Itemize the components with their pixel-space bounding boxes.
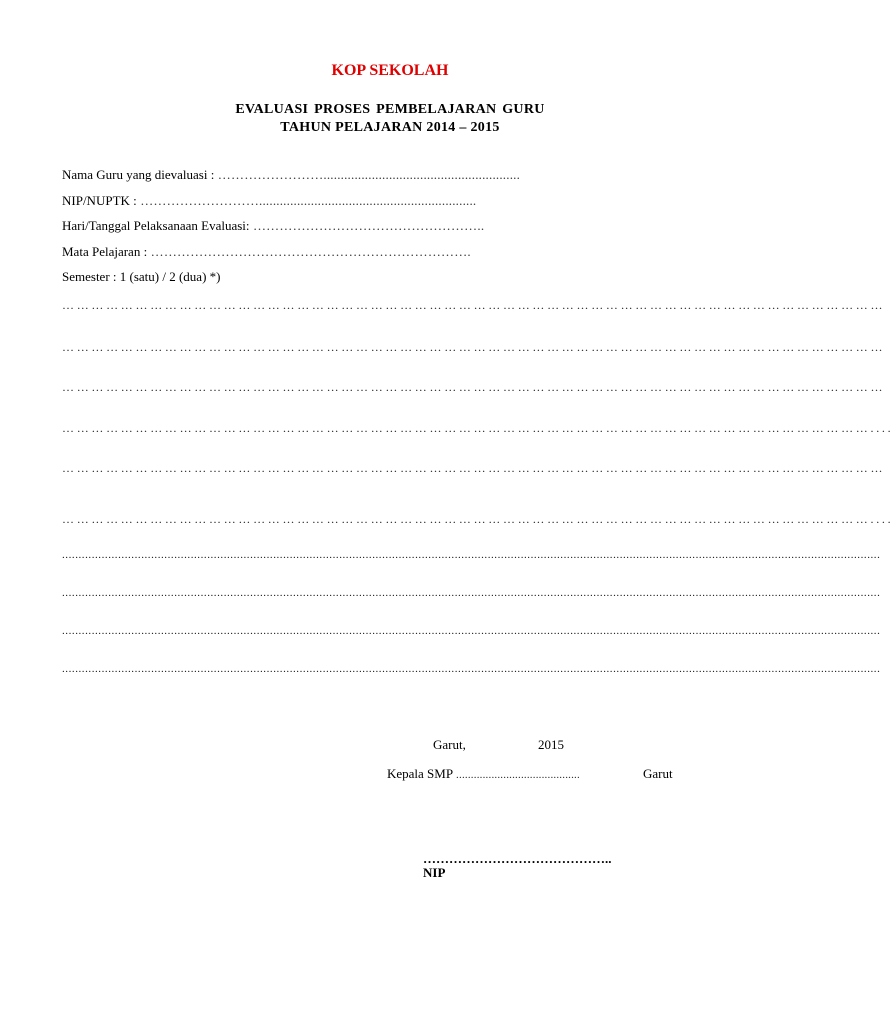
field-nip-label: NIP/NUPTK : xyxy=(62,193,137,208)
field-subject-label: Mata Pelajaran : xyxy=(62,244,148,259)
signature-place: Garut, xyxy=(433,737,466,752)
fill-line-1: …………………………………………………………………………………………………………………………………………………… xyxy=(62,298,886,312)
document-subtitle: TAHUN PELAJARAN 2014 – 2015 xyxy=(280,120,500,135)
field-evaluation-date-label: Hari/Tanggal Pelaksanaan Evaluasi: xyxy=(62,218,250,233)
fill-line-8: ........................................................................................................................................................................................................................................................ xyxy=(62,587,881,599)
signature-role-label: Kepala SMP xyxy=(387,766,454,781)
field-subject-dots: ………………………………………………………………. xyxy=(147,244,471,259)
field-evaluation-date-dots: …………………………………………….. xyxy=(249,218,485,233)
signature-role xyxy=(387,766,580,783)
fill-line-6: ………………………………………………………………………………………………………………………………………………….... xyxy=(62,512,893,526)
fill-line-4: ………………………………………………………………………………………………………………………………………………….... xyxy=(62,421,893,435)
signature-role-dots: .......................................... xyxy=(453,769,580,781)
field-teacher-name-dots: ……………………......................................................... xyxy=(214,167,521,182)
field-semester: Semester : 1 (satu) / 2 (dua) *) xyxy=(62,269,221,284)
school-letterhead: KOP SEKOLAH xyxy=(331,62,449,79)
field-nip xyxy=(62,193,476,209)
fill-line-10: ........................................................................................................................................................................................................................................................ xyxy=(62,663,881,675)
signature-name-line: …………………………………….. xyxy=(423,851,612,866)
field-nip-dots: ………………………............................................................... xyxy=(136,193,477,208)
field-subject xyxy=(62,244,471,260)
signature-city: Garut xyxy=(643,766,673,781)
fill-line-9: ........................................................................................................................................................................................................................................................ xyxy=(62,625,881,637)
signature-nip-label: NIP xyxy=(423,865,446,880)
fill-line-5: …………………………………………………………………………………………………………………………………………………… xyxy=(62,461,886,475)
field-teacher-name-label: Nama Guru yang dievaluasi : xyxy=(62,167,215,182)
fill-line-3: …………………………………………………………………………………………………………………………………………………… xyxy=(62,380,886,394)
fill-line-2: …………………………………………………………………………………………………………………………………………………… xyxy=(62,340,886,354)
field-evaluation-date xyxy=(62,218,484,234)
document-title: EVALUASI PROSES PEMBELAJARAN GURU xyxy=(235,102,545,117)
field-teacher-name xyxy=(62,167,520,183)
fill-line-7: ........................................................................................................................................................................................................................................................ xyxy=(62,549,881,561)
signature-year: 2015 xyxy=(538,737,564,752)
